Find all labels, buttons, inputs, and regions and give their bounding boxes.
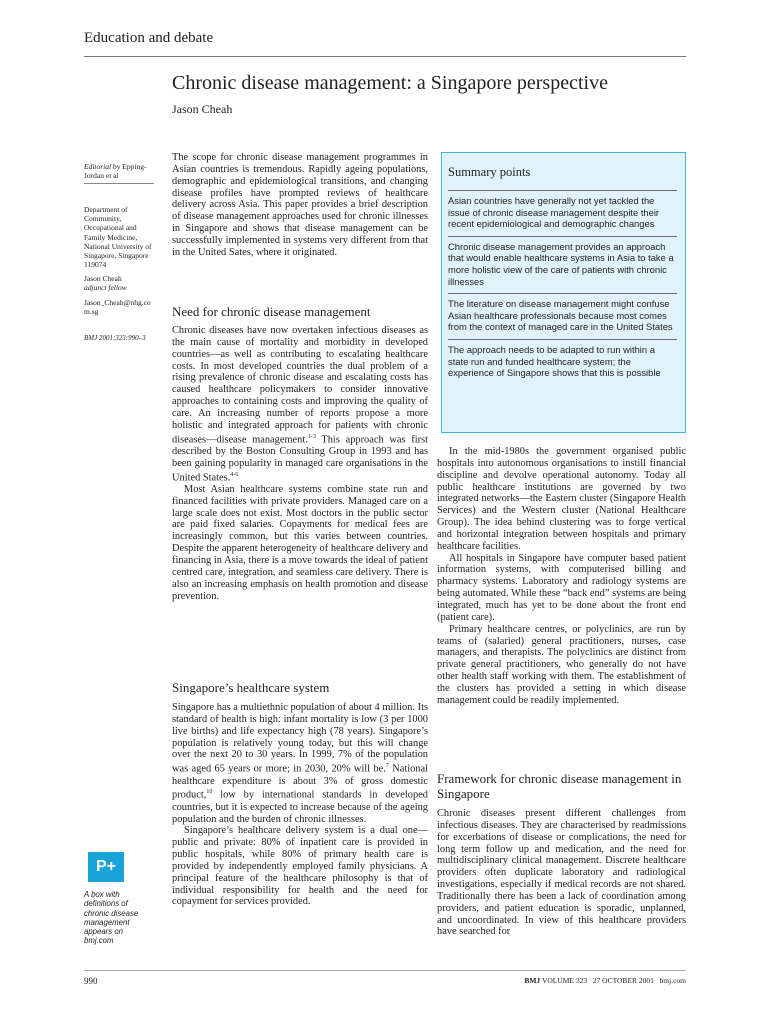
journal-footer (460, 976, 686, 985)
header-rule (84, 56, 686, 57)
need-paragraph-2: Most Asian healthcare systems combine state run and financed facilities with private providers. Managed care on a large scale does not exist. Most doctors in the public sector are paid fixed salaries. Copayments for medical fees are increasingly common, but this varies between countries. Despite the apparent heterogeneity of healthcare delivery and financing in Asia, there is a move towards the ideal of patient centred care, integration, and seamless care delivery. There is also an increasing emphasis on health promotion and disease prevention. (172, 483, 428, 602)
need-paragraph-1 (172, 325, 428, 484)
sing-paragraph-2: Singapore’s healthcare delivery system is a dual one—public and private: 80% of inpatient care is provided in public hospitals, while 80% of primary health care is provided by independently employed family physicians. A principal feature of the healthcare philosophy is that of individual responsibility for health and the need for copayment for services provided. (172, 825, 428, 908)
framework-section (437, 808, 686, 938)
need-ref-2: 4-6 (230, 471, 239, 478)
column-1 (172, 152, 428, 259)
need-section (172, 325, 428, 602)
article-author: Jason Cheah (172, 102, 233, 116)
need-p1-cont: This approach was first described by the Boston Consulting Group in 1993 and has been gaining popularity in managed care organisations in the United States. (172, 434, 428, 484)
summary-point: The literature on disease management might confuse Asian healthcare professionals because most comes from the context of managed care in the United States (448, 293, 677, 339)
sing-p1-cont2: low by international standards in developed countries, but it is expected to increase because of the ageing population and the burden of chronic illnesses. (172, 789, 428, 825)
sidebar-rule (84, 183, 154, 184)
editorial-label: Editorial (84, 162, 112, 171)
sing-ref-2: 10 (206, 789, 213, 796)
journal-name: BMJ (524, 976, 541, 985)
column-2 (437, 446, 686, 707)
sing-p1-cont: National healthcare expenditure is about 3% of gross domestic product, (172, 763, 428, 801)
summary-point: Asian countries have generally not yet tackled the issue of chronic disease management despite their recent epidemiological and demographic changes (448, 190, 677, 236)
summary-box (441, 152, 686, 433)
pplus-badge: P+ (88, 852, 124, 882)
journal-volume: VOLUME 323 (541, 976, 588, 985)
col2-paragraph-3: Primary healthcare centres, or polyclinics, are run by teams of (salaried) general practitioners, nurses, case managers, and therapists. The polyclinics are distinct from private general practitioners, who generally do not have other health staff working with them. The establishment of the clusters has provided a setting in which disease management could be readily implemented. (437, 623, 686, 706)
need-p1-text: Chronic diseases have now overtaken infectious diseases as the main cause of mortality and morbidity in developed countries—as well as contributing to escalating healthcare costs. In most developed countries the dual problem of a rising prevalence of chronic disease and escalating costs has caused healthcare policymakers to consider innovative approaches to containing costs and improving the quality of care. An increasing number of reports propose a more holistic and integrated approach for patients with chronic diseases—disease management. (172, 325, 428, 446)
sing-ref: 7 (385, 763, 389, 770)
sidebar-email[interactable]: Jason_Cheah@nhg.com.sg (84, 298, 151, 317)
page-number: 990 (84, 976, 98, 986)
sidebar-author-role: adjunct fellow (84, 283, 127, 292)
journal-date: 27 OCTOBER 2001 (592, 976, 654, 985)
singapore-section (172, 702, 428, 908)
framework-paragraph-1: Chronic diseases present different challenges from infectious diseases. They are characterised by readmissions for excerbations of disease or complications, the need for long term follow up and medication, and the need for multidisciplinary clinical management. Discrete healthcare providers often duplicate laboratory and radiological investigations, especially if medical records are not shared. Traditionally there has been a lack of coordination among providers, and patient education is sporadic, unplanned, and uncoordinated. In view of this healthcare providers have searched for (437, 808, 686, 938)
section-label: Education and debate (84, 30, 214, 46)
sidebar-affiliation: Department of Community, Occupational and Family Medicine, National University of Singapore, Singapore 119074 (84, 205, 152, 270)
heading-framework: Framework for chronic disease management in Singapore (437, 771, 682, 801)
journal-site[interactable]: bmj.com (659, 976, 686, 985)
intro-paragraph: The scope for chronic disease management programmes in Asian countries is tremendous. Rapidly ageing populations, demographic and epidemiological transitions, and changing disease profiles have prompted reviews of healthcare delivery across Asia. This paper provides a brief description of disease management approaches used for chronic illnesses in Singapore and shows that disease management can be successfully implemented in systems very different from that in the United Sates, where it originated. (172, 152, 428, 258)
sing-paragraph-1 (172, 702, 428, 825)
need-ref: 1-3 (307, 433, 316, 440)
sidebar-author-name: Jason Cheah (84, 274, 122, 283)
heading-need: Need for chronic disease management (172, 304, 371, 319)
pplus-note: A box with definitions of chronic disease management appears on bmj.com (84, 890, 139, 946)
summary-point: The approach needs to be adapted to run within a state run and funded healthcare system; the experience of Singapore shows that this is possible (448, 339, 677, 385)
heading-singapore: Singapore’s healthcare system (172, 680, 330, 695)
sidebar-citation: BMJ 2001;323:990–3 (84, 334, 146, 342)
col2-paragraph-1: In the mid-1980s the government organised public hospitals into autonomous organisations to instill financial discipline and devolve operational autonomy. Today all public healthcare institutions are governed by two integrated networks—the Eastern cluster (Singapore Health Services) and the Western cluster (National Healthcare Group). The idea behind clustering was to forge vertical and horizontal integration between hospitals and primary healthcare facilities. (437, 446, 686, 552)
footer-rule (84, 970, 686, 971)
sing-p1-text: Singapore has a multiethnic population of about 4 million. Its standard of health is high: infant mortality is low (3 per 1000 live births) and life expectancy high (78 years). Singapore’s population is relatively young today, but this will change over the next 20 to 30 years. In 1999, 7% of the population was aged 65 years or more; in 2030, 20% will be. (172, 702, 428, 775)
col2-paragraph-2: All hospitals in Singapore have computer based patient information systems, with computerised billing and pharmacy systems. Laboratory and radiology systems are being automated. While these “back end” systems are being integrated, much has yet to be done about the front end (patient care). (437, 552, 686, 623)
sidebar-editorial (84, 162, 164, 180)
summary-title: Summary points (448, 165, 531, 179)
article-title: Chronic disease management: a Singapore perspective (172, 72, 608, 94)
summary-point: Chronic disease management provides an approach that would enable healthcare systems in Asia to take a more holistic view of the care of patients with chronic illnesses (448, 236, 677, 293)
editorial-rest: by Epping-Jordan et al (84, 162, 147, 181)
